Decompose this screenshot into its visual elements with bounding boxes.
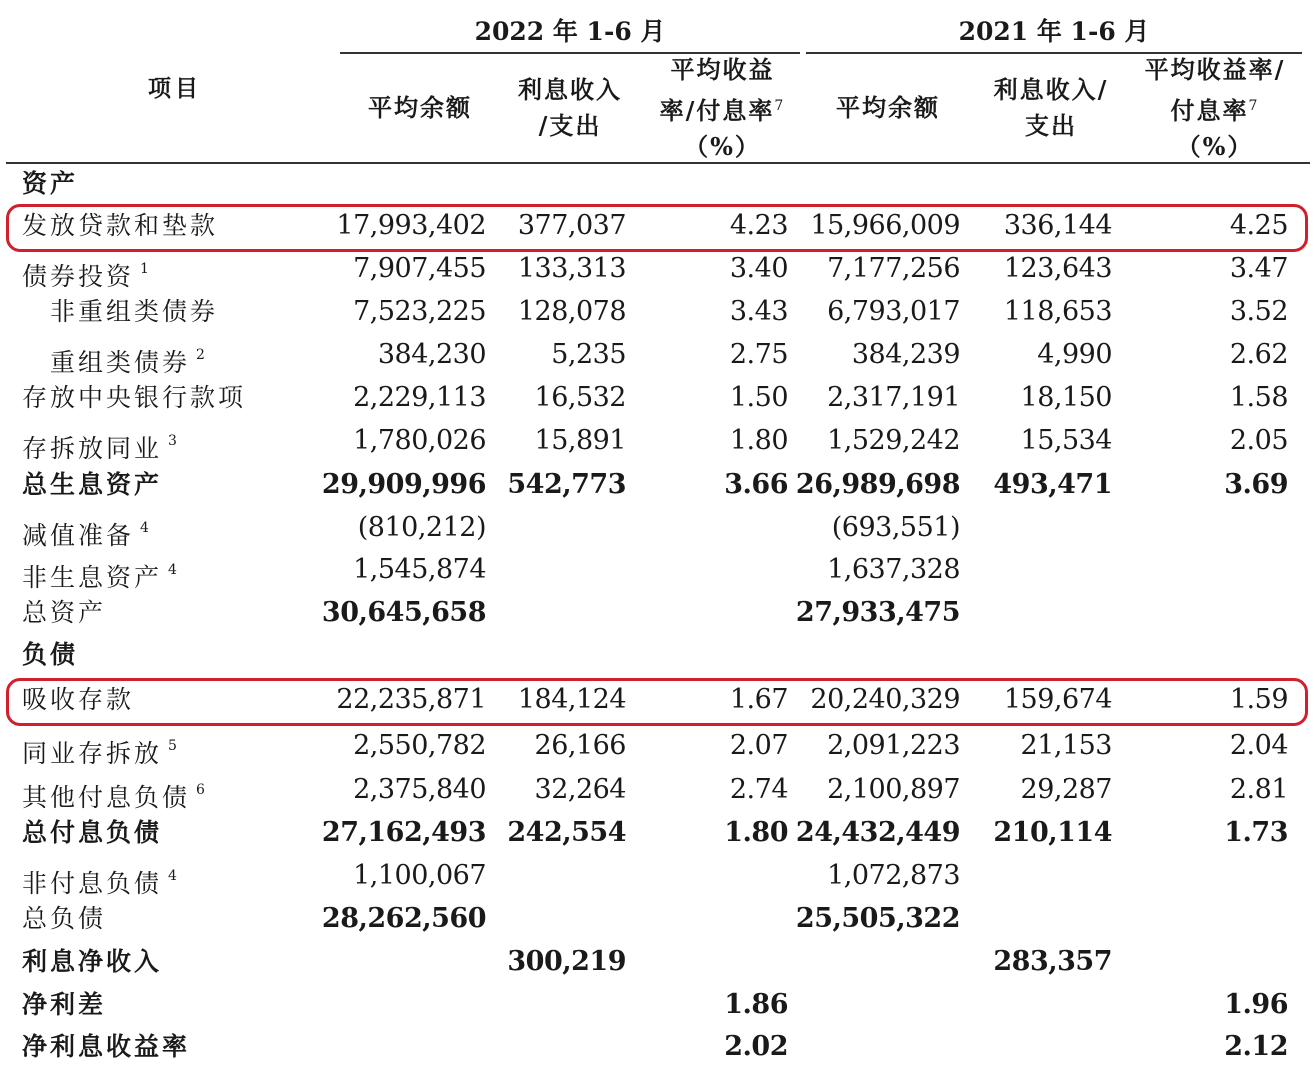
- table-cell: 1.86: [724, 989, 788, 1020]
- yield-2022-line1: 平均收益: [670, 54, 775, 84]
- table-cell: 28,262,560: [321, 903, 486, 934]
- table-cell: 1,545,874: [353, 554, 486, 585]
- row-label-text: 非重组类债券: [50, 297, 219, 326]
- avg-balance-2022-header: [350, 56, 490, 160]
- year-header-2022: 2022 年 1-6 月: [474, 17, 666, 46]
- row-label-text: 净利差: [22, 990, 107, 1019]
- table-row: [0, 679, 1316, 721]
- table-row: [0, 334, 1316, 376]
- row-label-text: 存放中央银行款项: [22, 383, 247, 412]
- table-row: [0, 941, 1316, 983]
- row-label-text: 发放贷款和垫款: [22, 211, 219, 240]
- row-label: [22, 855, 177, 897]
- row-label-text: 总负债: [22, 904, 107, 933]
- table-cell: 283,357: [993, 946, 1112, 977]
- table-cell: 21,153: [1020, 730, 1112, 761]
- table-row: [0, 898, 1316, 940]
- table-cell: 1.80: [724, 817, 788, 848]
- table-cell: 2.07: [729, 730, 788, 761]
- table-cell: 384,239: [851, 339, 960, 370]
- row-label-text: 同业存拆放: [22, 739, 163, 768]
- row-label-text: 总资产: [22, 598, 107, 627]
- yield-2022-note: 7: [774, 97, 786, 114]
- table-cell: 336,144: [1003, 210, 1112, 241]
- row-label-text: 减值准备: [22, 521, 135, 550]
- table-cell: 30,645,658: [321, 597, 486, 628]
- row-label: [22, 163, 78, 205]
- row-label: [22, 679, 134, 721]
- table-cell: 1,637,328: [827, 554, 960, 585]
- table-row: [0, 248, 1316, 290]
- row-label-text: 负债: [22, 640, 79, 669]
- table-cell: 1,780,026: [353, 425, 486, 456]
- row-footnote-marker: 4: [140, 520, 149, 536]
- table-row: [0, 769, 1316, 811]
- row-label-text: 吸收存款: [22, 685, 135, 714]
- table-cell: 20,240,329: [810, 684, 960, 715]
- row-label: [22, 769, 205, 811]
- table-cell: 2.05: [1229, 425, 1288, 456]
- table-cell: 2,317,191: [827, 382, 960, 413]
- yield-2022-header: [645, 56, 800, 160]
- row-label: [50, 291, 218, 333]
- row-footnote-marker: 4: [168, 868, 177, 884]
- row-label: [22, 248, 149, 290]
- table-row: [0, 725, 1316, 767]
- table-cell: 184,124: [517, 684, 626, 715]
- table-cell: 26,989,698: [795, 469, 960, 500]
- table-cell: 3.66: [724, 469, 788, 500]
- table-cell: 3.69: [1224, 469, 1288, 500]
- table-cell: 29,909,996: [321, 469, 486, 500]
- table-cell: 32,264: [534, 774, 626, 805]
- table-cell: 1,529,242: [827, 425, 960, 456]
- table-cell: 123,643: [1003, 253, 1112, 284]
- table-cell: 2,375,840: [353, 774, 486, 805]
- table-cell: 1.96: [1224, 989, 1288, 1020]
- row-footnote-marker: 3: [168, 433, 177, 449]
- row-label: [22, 634, 78, 676]
- row-label: [50, 334, 205, 376]
- avg-balance-2021-label: 平均余额: [836, 93, 940, 122]
- table-row: [0, 984, 1316, 1026]
- footnote-strip: [0, 1068, 1316, 1076]
- row-label-text: 非生息资产: [22, 563, 163, 592]
- table-cell: 26,166: [534, 730, 626, 761]
- table-cell: 22,235,871: [336, 684, 486, 715]
- row-footnote-marker: 2: [196, 347, 205, 363]
- table-row: [0, 291, 1316, 333]
- table-cell: 242,554: [507, 817, 626, 848]
- table-cell: 2.62: [1229, 339, 1288, 370]
- table-cell: 18,150: [1020, 382, 1112, 413]
- table-cell: 3.40: [729, 253, 788, 284]
- row-label-text: 债券投资: [22, 262, 135, 291]
- row-label: [22, 984, 106, 1026]
- row-footnote-marker: 6: [196, 782, 205, 798]
- table-cell: 3.52: [1229, 296, 1288, 327]
- table-cell: 159,674: [1003, 684, 1112, 715]
- row-footnote-marker: 5: [168, 738, 177, 754]
- table-cell: 1.80: [729, 425, 788, 456]
- interest-2022-header: [500, 56, 640, 160]
- table-cell: 6,793,017: [827, 296, 960, 327]
- row-label: [22, 898, 106, 940]
- table-cell: 5,235: [551, 339, 626, 370]
- table-cell: 4.23: [729, 210, 788, 241]
- row-label: [22, 377, 246, 419]
- row-label: [22, 725, 177, 767]
- table-cell: (810,212): [357, 512, 486, 543]
- table-cell: 7,907,455: [353, 253, 486, 284]
- table-cell: 4.25: [1229, 210, 1288, 241]
- interest-2022-line1: 利息收入: [518, 75, 622, 104]
- table-cell: 210,114: [993, 817, 1112, 848]
- yield-2022-line2: 率/付息率: [659, 95, 775, 125]
- table-row: [0, 420, 1316, 462]
- table-cell: 1.73: [1224, 817, 1288, 848]
- table-cell: 2.75: [729, 339, 788, 370]
- table-row: [0, 855, 1316, 897]
- yield-2021-line2: 付息率: [1170, 95, 1249, 125]
- table-cell: 27,162,493: [321, 817, 486, 848]
- table-cell: 118,653: [1003, 296, 1112, 327]
- table-cell: 15,891: [534, 425, 626, 456]
- section-header-row: [0, 634, 1316, 676]
- row-footnote-marker: 4: [168, 562, 177, 578]
- table-cell: 27,933,475: [795, 597, 960, 628]
- year-header-2021: 2021 年 1-6 月: [958, 17, 1150, 46]
- table-row: [0, 464, 1316, 506]
- yield-2021-unit: （%）: [1176, 131, 1254, 161]
- row-label-text: 总生息资产: [22, 470, 163, 499]
- table-cell: 3.43: [729, 296, 788, 327]
- row-label-text: 重组类债券: [50, 348, 191, 377]
- row-label-text: 总付息负债: [22, 818, 163, 847]
- table-cell: 300,219: [507, 946, 626, 977]
- yield-2022-unit: （%）: [684, 131, 761, 161]
- table-cell: 7,523,225: [353, 296, 486, 327]
- table-cell: 2,229,113: [353, 382, 486, 413]
- table-row: [0, 377, 1316, 419]
- table-cell: 1.50: [729, 382, 788, 413]
- table-cell: 128,078: [517, 296, 626, 327]
- item-column-header: 项目: [148, 75, 202, 102]
- table-cell: 2,550,782: [353, 730, 486, 761]
- table-cell: 2,091,223: [827, 730, 960, 761]
- table-cell: 2.04: [1229, 730, 1288, 761]
- row-footnote-marker: 1: [140, 261, 149, 277]
- table-cell: (693,551): [831, 512, 960, 543]
- row-label: [22, 941, 162, 983]
- table-cell: 542,773: [507, 469, 626, 500]
- section-header-row: [0, 163, 1316, 205]
- table-cell: 15,966,009: [810, 210, 960, 241]
- table-cell: 1.67: [729, 684, 788, 715]
- table-cell: 7,177,256: [827, 253, 960, 284]
- table-cell: 2.74: [729, 774, 788, 805]
- row-label: [22, 549, 177, 591]
- table-cell: 1.58: [1229, 382, 1288, 413]
- yield-2021-line1: 平均收益率/: [1144, 54, 1286, 84]
- row-label: [22, 205, 218, 247]
- table-cell: 3.47: [1229, 253, 1288, 284]
- row-label: [22, 1026, 190, 1068]
- table-cell: 384,230: [377, 339, 486, 370]
- table-row: [0, 507, 1316, 549]
- table-cell: 2.02: [724, 1031, 788, 1062]
- table-row: [0, 205, 1316, 247]
- row-label: [22, 464, 162, 506]
- row-label-text: 资产: [22, 169, 79, 198]
- row-label: [22, 812, 162, 854]
- table-cell: 1,100,067: [353, 860, 486, 891]
- table-cell: 377,037: [517, 210, 626, 241]
- yield-2021-header: [1130, 56, 1300, 160]
- yield-2021-note: 7: [1248, 97, 1260, 114]
- avg-balance-2022-label: 平均余额: [368, 93, 472, 122]
- table-cell: 1.59: [1229, 684, 1288, 715]
- table-cell: 493,471: [993, 469, 1112, 500]
- avg-balance-2021-header: [818, 56, 958, 160]
- row-label-text: 净利息收益率: [22, 1032, 191, 1061]
- table-cell: 2.12: [1224, 1031, 1288, 1062]
- table-cell: 17,993,402: [336, 210, 486, 241]
- table-cell: 24,432,449: [795, 817, 960, 848]
- table-row: [0, 592, 1316, 634]
- interest-2021-header: [976, 56, 1126, 160]
- table-row: [0, 549, 1316, 591]
- table-cell: 15,534: [1020, 425, 1112, 456]
- table-cell: 2,100,897: [827, 774, 960, 805]
- row-label-text: 其他付息负债: [22, 783, 191, 812]
- row-label-text: 利息净收入: [22, 947, 163, 976]
- table-cell: 16,532: [534, 382, 626, 413]
- table-cell: 29,287: [1020, 774, 1112, 805]
- table-cell: 25,505,322: [795, 903, 960, 934]
- row-label-text: 存拆放同业: [22, 434, 163, 463]
- table-cell: 133,313: [517, 253, 626, 284]
- interest-2021-line2: 支出: [1024, 111, 1077, 140]
- table-cell: 1,072,873: [827, 860, 960, 891]
- row-label: [22, 420, 177, 462]
- table-cell: 2.81: [1229, 774, 1288, 805]
- interest-2021-line1: 利息收入/: [993, 75, 1109, 104]
- row-label-text: 非付息负债: [22, 869, 163, 898]
- table-row: [0, 1026, 1316, 1068]
- row-label: [22, 592, 106, 634]
- table-cell: 4,990: [1037, 339, 1112, 370]
- table-row: [0, 812, 1316, 854]
- interest-2022-line2: /支出: [538, 111, 602, 140]
- row-label: [22, 507, 149, 549]
